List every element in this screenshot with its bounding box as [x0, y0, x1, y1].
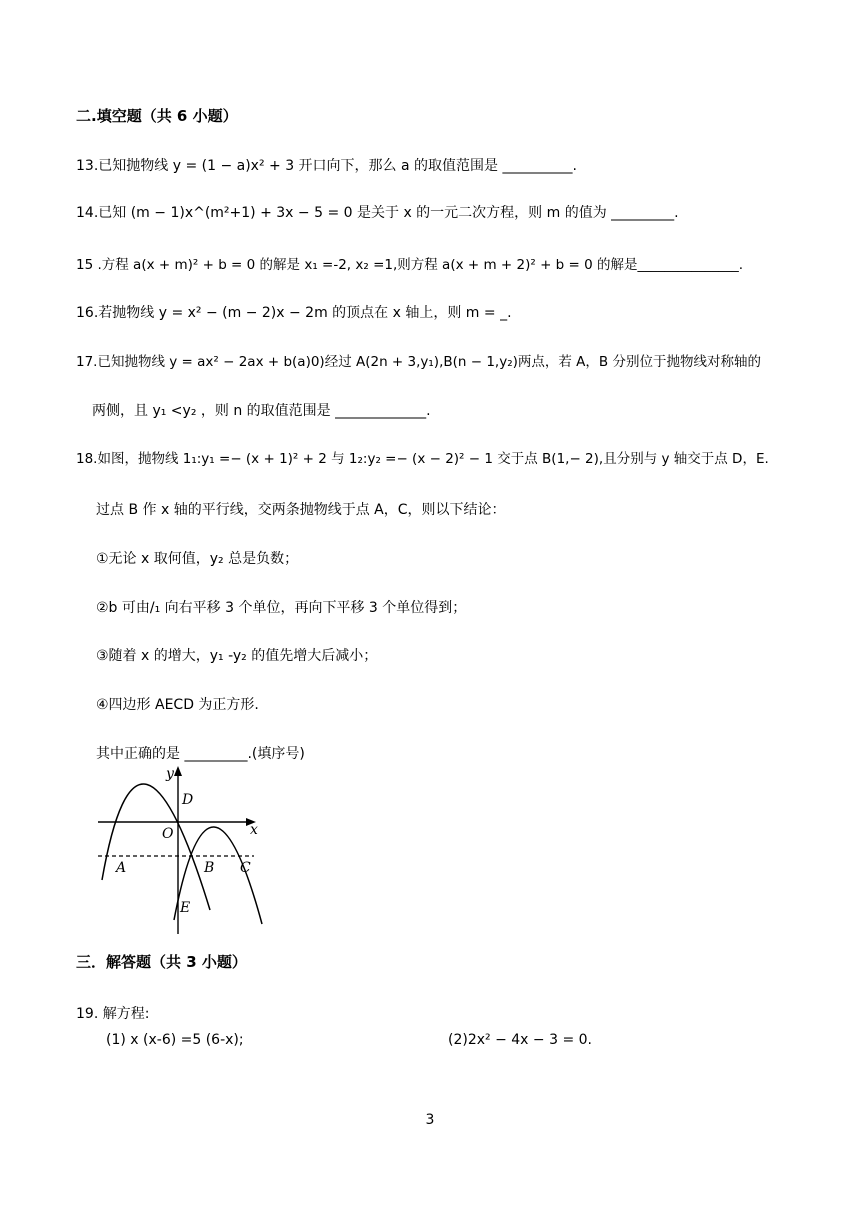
- question-18-ask: 其中正确的是 _________.(填序号): [96, 746, 305, 762]
- question-19-title: 19. 解方程:: [76, 1006, 150, 1022]
- conclusion-4: ④四边形 AECD 为正方形.: [96, 697, 259, 713]
- label-E: E: [180, 900, 191, 916]
- label-O: O: [162, 826, 174, 842]
- label-C: C: [240, 860, 251, 876]
- page-number: 3: [425, 1112, 435, 1128]
- question-16: 16.若抛物线 y = x² − (m − 2)x − 2m 的顶点在 x 轴上，则 m = _.: [76, 305, 512, 321]
- label-D: D: [182, 792, 194, 808]
- question-13: 13.已知抛物线 y = (1 − a)x² + 3 开口向下，那么 a 的取值范围是 __________.: [76, 158, 577, 174]
- question-17-line-2: 两侧，且 y₁ <y₂ ，则 n 的取值范围是 _____________.: [92, 403, 431, 419]
- parabola-figure: [94, 762, 266, 938]
- label-A: A: [116, 860, 127, 876]
- conclusion-2: ②b 可由/₁ 向右平移 3 个单位，再向下平移 3 个单位得到；: [96, 600, 467, 616]
- question-18-line-1: 18.如图，抛物线 1₁:y₁ =− (x + 1)² + 2 与 1₂:y₂ =− (x − 2)² − 1 交于点 B(1,− 2),且分别与 y 轴交于点 D，E.: [76, 451, 769, 467]
- y-axis-arrow: [174, 766, 182, 776]
- question-15: 15 .方程 a(x + m)² + b = 0 的解是 x₁ =-2, x₂ =1,则方程 a(x + m + 2)² + b = 0 的解是_______________.: [76, 257, 744, 273]
- question-18-line-2: 过点 B 作 x 轴的平行线，交两条抛物线于点 A，C，则以下结论：: [96, 502, 506, 518]
- question-19-part-1: (1) x (x-6) =5 (6-x);: [106, 1032, 244, 1048]
- section-3-title: 三．解答题（共 3 小题）: [76, 953, 247, 971]
- conclusion-3: ③随着 x 的增大，y₁ -y₂ 的值先增大后减小；: [96, 648, 378, 664]
- label-B: B: [204, 860, 215, 876]
- question-19-part-2: (2)2x² − 4x − 3 = 0.: [448, 1032, 592, 1048]
- conclusion-1: ①无论 x 取何值，y₂ 总是负数；: [96, 551, 299, 567]
- question-14: 14.已知 (m − 1)x^(m²+1) + 3x − 5 = 0 是关于 x 的一元二次方程，则 m 的值为 _________.: [76, 205, 679, 221]
- question-17-line-1: 17.已知抛物线 y = ax² − 2ax + b(a)0)经过 A(2n + 3,y₁),B(n − 1,y₂)两点，若 A，B 分别位于抛物线对称轴的: [76, 354, 761, 370]
- label-x: x: [250, 822, 258, 838]
- label-y: y: [166, 766, 174, 782]
- section-2-title: 二.填空题（共 6 小题）: [76, 107, 238, 125]
